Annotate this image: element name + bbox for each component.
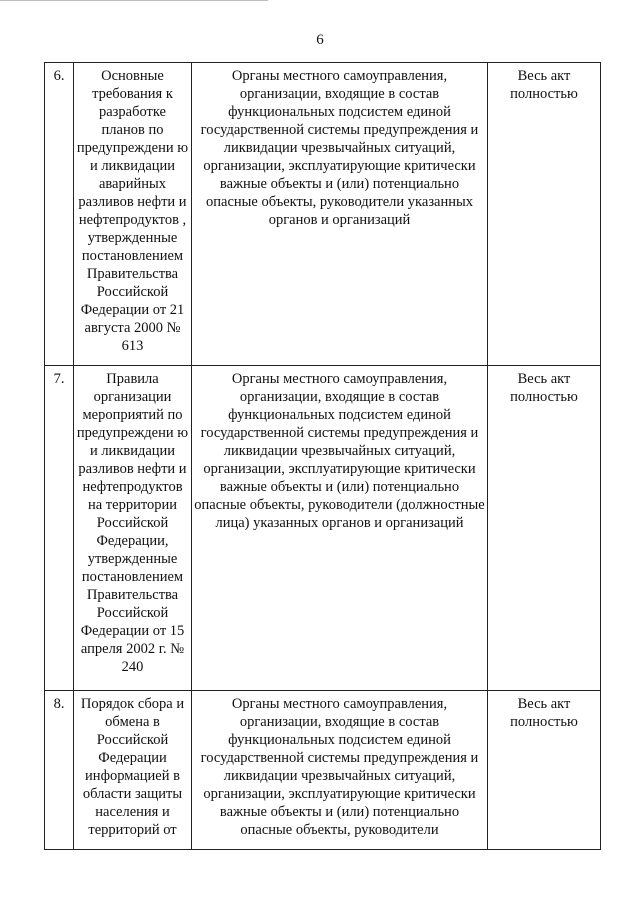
table-row [45, 691, 601, 850]
applicable-scope: Весь акт полностью [488, 691, 601, 850]
top-rule [0, 0, 268, 1]
table-row [45, 366, 601, 691]
applicable-scope: Весь акт полностью [488, 63, 601, 366]
table-row [45, 63, 601, 366]
row-number: 7. [45, 366, 74, 691]
applicable-scope: Весь акт полностью [488, 366, 601, 691]
row-number: 6. [45, 63, 74, 366]
obligated-subjects: Органы местного самоуправления, организации, входящие в состав функциональных подсистем единой государственной системы предупреждения и ликвидации чрезвычайных ситуаций, организации, эксплуатирующие критически важные объекты и (или) потенциально опасные объекты, руководители [192, 691, 488, 850]
act-name: Правила организации мероприятий по предупреждени ю и ликвидации разливов нефти и нефтепродуктов на территории Российской Федерации, утвержденные постановлением Правительства Российской Федерации от 15 апреля 2002 г. № 240 [74, 366, 192, 691]
requirements-table [44, 62, 601, 850]
act-name: Основные требования к разработке планов по предупреждени ю и ликвидации аварийных разливов нефти и нефтепродуктов , утвержденные постановлением Правительства Российской Федерации от 21 августа 2000 № 613 [74, 63, 192, 366]
obligated-subjects: Органы местного самоуправления, организации, входящие в состав функциональных подсистем единой государственной системы предупреждения и ликвидации чрезвычайных ситуаций, организации, эксплуатирующие критически важные объекты и (или) потенциально опасные объекты, руководители (должностные лица) указанных органов и организаций [192, 366, 488, 691]
act-name: Порядок сбора и обмена в Российской Федерации информацией в области защиты населения и территорий от [74, 691, 192, 850]
row-number: 8. [45, 691, 74, 850]
page-number: 6 [316, 32, 324, 48]
obligated-subjects: Органы местного самоуправления, организации, входящие в состав функциональных подсистем единой государственной системы предупреждения и ликвидации чрезвычайных ситуаций, организации, эксплуатирующие критически важные объекты и (или) потенциально опасные объекты, руководители указанных органов и организаций [192, 63, 488, 366]
